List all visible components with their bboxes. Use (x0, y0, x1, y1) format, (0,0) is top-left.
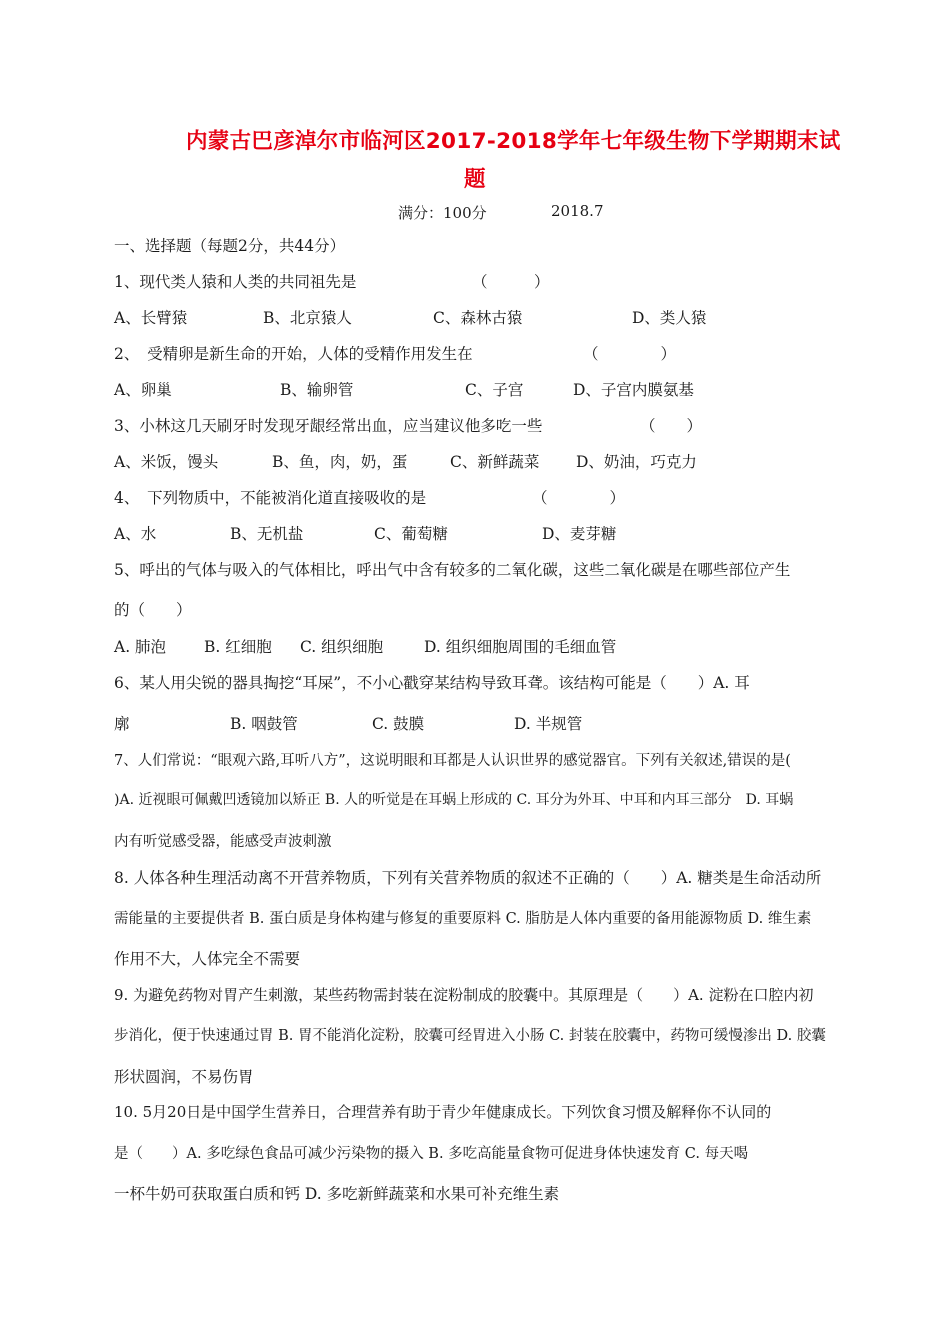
full-score: 满分：100分 (398, 204, 487, 222)
option-a: A、水 (114, 525, 157, 543)
option-c: C、葡萄糖 (374, 525, 448, 543)
answer-blank: （ ） (472, 273, 550, 291)
question-8-stem: 8. 人体各种生理活动离不开营养物质，下列有关营养物质的叙述不正确的（ ）A. 糖类是生命活动所 (114, 869, 822, 887)
option-c: C、子宫 (465, 381, 524, 399)
option-d: D. 半规管 (514, 715, 583, 733)
option-a-cont: 廓 (114, 715, 130, 733)
question-10-options-cont: 一杯牛奶可获取蛋白质和钙 D. 多吃新鲜蔬菜和水果可补充维生素 (114, 1185, 560, 1203)
question-8-options-cont: 作用不大，人体完全不需要 (114, 950, 301, 968)
question-9-stem: 9. 为避免药物对胃产生刺激，某些药物需封装在淀粉制成的胶囊中。其原理是（ ）A. 淀粉在口腔内初 (114, 986, 814, 1004)
answer-blank: （ ） (583, 345, 677, 363)
question-1-stem: 1、现代类人猿和人类的共同祖先是 (114, 273, 357, 291)
exam-date: 2018.7 (551, 202, 604, 220)
answer-blank: （ ） (640, 417, 703, 435)
option-b: B. 咽鼓管 (230, 715, 298, 733)
exam-title: 内蒙古巴彦淖尔市临河区2017-2018学年七年级生物下学期期末试 (186, 129, 841, 154)
option-c: C、新鲜蔬菜 (450, 453, 540, 471)
option-b: B、鱼，肉，奶，蛋 (272, 453, 408, 471)
question-7-options-cont: 内有听觉感受器，能感受声波刺激 (114, 834, 332, 850)
option-a: A、米饭，馒头 (114, 453, 219, 471)
option-d: D、麦芽糖 (542, 525, 617, 543)
option-d: D. 组织细胞周围的毛细血管 (424, 638, 617, 656)
option-c: C、森林古猿 (433, 309, 523, 327)
option-c: C. 组织细胞 (300, 638, 384, 656)
question-4-stem: 4、 下列物质中，不能被消化道直接吸收的是 (114, 489, 427, 507)
option-d: D、奶油，巧克力 (576, 453, 697, 471)
exam-title-continued: 题 (464, 167, 486, 192)
question-3-stem: 3、小林这几天刷牙时发现牙龈经常出血，应当建议他多吃一些 (114, 417, 543, 435)
question-5-stem: 5、呼出的气体与吸入的气体相比，呼出气中含有较多的二氧化碳，这些二氧化碳是在哪些部位产生 (114, 561, 791, 579)
option-c: C. 鼓膜 (372, 715, 425, 733)
option-b: B、输卵管 (280, 381, 354, 399)
option-b: B、无机盐 (230, 525, 304, 543)
question-9-options: 步消化，便于快速通过胃 B. 胃不能消化淀粉，胶囊可经胃进入小肠 C. 封装在胶囊中，药物可缓慢渗出 D. 胶囊 (114, 1028, 826, 1044)
question-8-options: 需能量的主要提供者 B. 蛋白质是身体构建与修复的重要原料 C. 脂肪是人体内重要的备用能源物质 D. 维生素 (114, 911, 812, 927)
option-a: A、卵巢 (114, 381, 172, 399)
question-10-options: 是（ ）A. 多吃绿色食品可减少污染物的摄入 B. 多吃高能量食物可促进身体快速发育 C. 每天喝 (114, 1146, 749, 1162)
option-a: A、长臂猿 (114, 309, 188, 327)
option-a: A. 肺泡 (114, 638, 167, 656)
question-10-stem: 10. 5月20日是中国学生营养日，合理营养有助于青少年健康成长。下列饮食习惯及解释你不认同的 (114, 1103, 772, 1121)
question-2-stem: 2、 受精卵是新生命的开始，人体的受精作用发生在 (114, 345, 473, 363)
question-9-options-cont: 形状圆润，不易伤胃 (114, 1068, 254, 1086)
question-7-stem: 7、人们常说：“眼观六路,耳听八方”，这说明眼和耳都是人认识世界的感觉器官。下列有关叙述,错误的是( (114, 753, 791, 769)
option-d: D、子宫内膜氨基 (573, 381, 694, 399)
section-heading: 一、选择题（每题2分，共44分） (114, 237, 346, 255)
question-5-stem-cont: 的（ ） (114, 601, 192, 619)
question-7-options: )A. 近视眼可佩戴凹透镜加以矫正 B. 人的听觉是在耳蜗上形成的 C. 耳分为外耳、中耳和内耳三部分 D. 耳蜗 (114, 792, 794, 808)
answer-blank: （ ） (532, 489, 626, 507)
option-b: B、北京猿人 (263, 309, 352, 327)
option-d: D、类人猿 (632, 309, 707, 327)
question-6-stem: 6、某人用尖锐的器具掏挖“耳屎”，不小心戳穿某结构导致耳聋。该结构可能是（ ）A. 耳 (114, 674, 750, 692)
option-b: B. 红细胞 (204, 638, 272, 656)
